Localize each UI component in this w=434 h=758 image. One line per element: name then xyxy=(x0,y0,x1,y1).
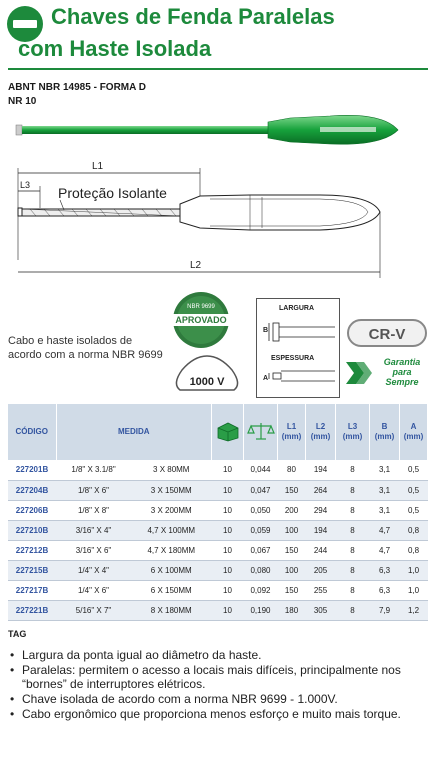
cell-qty: 10 xyxy=(212,580,244,600)
cell-l1: 100 xyxy=(278,520,306,540)
box-icon xyxy=(216,420,240,442)
standard-line1: ABNT NBR 14985 - FORMA D xyxy=(8,82,146,93)
cell-a: 0,8 xyxy=(400,520,428,540)
cell-l1: 200 xyxy=(278,500,306,520)
tag-label: TAG xyxy=(8,629,27,639)
list-item: • Chave isolada de acordo com a norma NBR 9699 - 1.000V. xyxy=(8,692,428,706)
cell-mm: 3 X 150MM xyxy=(131,480,211,500)
cell-inch: 1/4" X 6" xyxy=(56,580,131,600)
tip-drawing-icon xyxy=(257,299,341,399)
cell-code: 227221B xyxy=(8,600,56,620)
cell-l2: 194 xyxy=(306,460,336,480)
cell-mm: 6 X 150MM xyxy=(131,580,211,600)
screwdriver-photo xyxy=(16,115,398,144)
cell-weight: 0,080 xyxy=(244,560,278,580)
col-b-label: B xyxy=(381,422,388,431)
list-item: • Paralelas: permitem o acesso a locais mais difíceis, principalmente nos “bornes” de interruptores elétricos. xyxy=(8,663,428,691)
approval-seal-icon xyxy=(162,290,240,350)
table-row xyxy=(8,520,428,540)
cell-l2: 294 xyxy=(306,500,336,520)
cell-l3: 8 xyxy=(336,520,370,540)
cell-a: 1,2 xyxy=(400,600,428,620)
crv-text: CR-V xyxy=(368,326,406,343)
col-weight xyxy=(244,404,278,460)
cell-l3: 8 xyxy=(336,540,370,560)
cell-b: 7,9 xyxy=(370,600,400,620)
list-item: • Largura da ponta igual ao diâmetro da haste. xyxy=(8,648,428,662)
table-row xyxy=(8,480,428,500)
cell-b: 3,1 xyxy=(370,500,400,520)
cell-l1: 150 xyxy=(278,540,306,560)
cell-a: 0,8 xyxy=(400,540,428,560)
scale-icon xyxy=(247,420,275,442)
page-title: Chaves de Fenda Paralelas xyxy=(51,4,335,29)
cell-l2: 305 xyxy=(306,600,336,620)
page-title-line2: com Haste Isolada xyxy=(18,36,212,61)
tip-b-label: B xyxy=(263,327,269,334)
col-l1-unit: (mm) xyxy=(281,432,302,441)
header xyxy=(0,0,434,70)
table-row xyxy=(8,560,428,580)
cell-a: 1,0 xyxy=(400,560,428,580)
cell-qty: 10 xyxy=(212,500,244,520)
cell-inch: 1/8" X 8" xyxy=(56,500,131,520)
tip-dimension-box xyxy=(256,298,340,398)
cell-weight: 0,092 xyxy=(244,580,278,600)
l3-label: L3 xyxy=(20,180,31,190)
cell-mm: 8 X 180MM xyxy=(131,600,211,620)
crv-badge-icon xyxy=(346,318,428,348)
tip-width-label: LARGURA xyxy=(279,305,314,312)
col-l2 xyxy=(306,404,336,460)
list-item: • Cabo ergonômico que proporciona menos esforço e muito mais torque. xyxy=(8,707,428,721)
col-l1-label: L1 xyxy=(286,422,297,431)
l2-label: L2 xyxy=(190,260,202,271)
feature-list xyxy=(8,648,428,722)
cell-l1: 150 xyxy=(278,480,306,500)
cell-inch: 1/4" X 4" xyxy=(56,560,131,580)
l1-label: L1 xyxy=(92,161,104,172)
cell-mm: 4,7 X 180MM xyxy=(131,540,211,560)
cell-code: 227212B xyxy=(8,540,56,560)
col-code: CÓDIGO xyxy=(8,404,56,460)
cell-weight: 0,047 xyxy=(244,480,278,500)
cell-a: 0,5 xyxy=(400,480,428,500)
cell-a: 0,5 xyxy=(400,500,428,520)
cell-l1: 100 xyxy=(278,560,306,580)
cell-mm: 4,7 X 100MM xyxy=(131,520,211,540)
cell-l2: 205 xyxy=(306,560,336,580)
cell-qty: 10 xyxy=(212,560,244,580)
cell-weight: 0,190 xyxy=(244,600,278,620)
cell-code: 227215B xyxy=(8,560,56,580)
screwdriver-drawing xyxy=(0,100,434,300)
cell-l3: 8 xyxy=(336,480,370,500)
col-l2-unit: (mm) xyxy=(310,432,331,441)
cell-inch: 3/16" X 6" xyxy=(56,540,131,560)
col-a-label: A xyxy=(410,422,417,431)
cell-inch: 5/16" X 7" xyxy=(56,600,131,620)
cell-l3: 8 xyxy=(336,500,370,520)
cell-mm: 6 X 100MM xyxy=(131,560,211,580)
cell-weight: 0,044 xyxy=(244,460,278,480)
cell-b: 6,3 xyxy=(370,560,400,580)
cell-inch: 3/16" X 4" xyxy=(56,520,131,540)
cell-l2: 194 xyxy=(306,520,336,540)
seal-top-text: NBR 9699 xyxy=(187,304,215,310)
product-table xyxy=(8,404,428,621)
seal-middle-text: APROVADO xyxy=(175,315,227,325)
col-measure: MEDIDA xyxy=(56,404,212,460)
cell-qty: 10 xyxy=(212,600,244,620)
table-row xyxy=(8,460,428,480)
cell-l1: 80 xyxy=(278,460,306,480)
table-row xyxy=(8,580,428,600)
cell-weight: 0,059 xyxy=(244,520,278,540)
cell-inch: 1/8" X 6" xyxy=(56,480,131,500)
standard-line2: NR 10 xyxy=(8,96,37,107)
cell-b: 3,1 xyxy=(370,460,400,480)
table-row xyxy=(8,540,428,560)
tip-thickness-label: ESPESSURA xyxy=(271,355,315,362)
cell-b: 4,7 xyxy=(370,540,400,560)
cell-code: 227201B xyxy=(8,460,56,480)
cell-l3: 8 xyxy=(336,460,370,480)
voltage-badge-icon xyxy=(172,354,242,394)
col-a xyxy=(400,404,428,460)
cell-l2: 244 xyxy=(306,540,336,560)
cell-code: 227204B xyxy=(8,480,56,500)
col-l3-unit: (mm) xyxy=(342,432,363,441)
cell-weight: 0,067 xyxy=(244,540,278,560)
cell-code: 227217B xyxy=(8,580,56,600)
cell-l3: 8 xyxy=(336,580,370,600)
table-header-row xyxy=(8,404,428,460)
insulation-label: Proteção Isolante xyxy=(58,185,167,201)
cell-l1: 180 xyxy=(278,600,306,620)
col-qty xyxy=(212,404,244,460)
warranty-line2: para xyxy=(392,367,412,377)
col-l2-label: L2 xyxy=(315,422,326,431)
cell-code: 227206B xyxy=(8,500,56,520)
cell-code: 227210B xyxy=(8,520,56,540)
col-l3 xyxy=(336,404,370,460)
cell-a: 0,5 xyxy=(400,460,428,480)
cell-l1: 150 xyxy=(278,580,306,600)
cell-qty: 10 xyxy=(212,520,244,540)
cell-weight: 0,050 xyxy=(244,500,278,520)
cell-b: 6,3 xyxy=(370,580,400,600)
tip-a-label: A xyxy=(263,375,269,382)
cell-qty: 10 xyxy=(212,540,244,560)
table-row xyxy=(8,500,428,520)
col-b-unit: (mm) xyxy=(374,432,395,441)
voltage-label: 1000 V xyxy=(189,376,225,388)
cell-a: 1,0 xyxy=(400,580,428,600)
cell-qty: 10 xyxy=(212,480,244,500)
col-l3-label: L3 xyxy=(347,422,358,431)
cell-l3: 8 xyxy=(336,560,370,580)
warranty-line1: Garantia xyxy=(383,357,421,367)
col-l1 xyxy=(278,404,306,460)
cell-l3: 8 xyxy=(336,600,370,620)
cell-l2: 255 xyxy=(306,580,336,600)
warranty-line3: Sempre xyxy=(385,377,419,387)
cell-qty: 10 xyxy=(212,460,244,480)
cell-b: 3,1 xyxy=(370,480,400,500)
col-b xyxy=(370,404,400,460)
cell-mm: 3 X 80MM xyxy=(131,460,211,480)
cell-b: 4,7 xyxy=(370,520,400,540)
cell-inch: 1/8" X 3.1/8" xyxy=(56,460,131,480)
cell-l2: 264 xyxy=(306,480,336,500)
table-row xyxy=(8,600,428,620)
table-body xyxy=(8,460,428,620)
insulation-description: Cabo e haste isolados de acordo com a norma NBR 9699 xyxy=(8,335,163,361)
col-a-unit: (mm) xyxy=(403,432,424,441)
cell-mm: 3 X 200MM xyxy=(131,500,211,520)
title-divider xyxy=(8,68,428,70)
